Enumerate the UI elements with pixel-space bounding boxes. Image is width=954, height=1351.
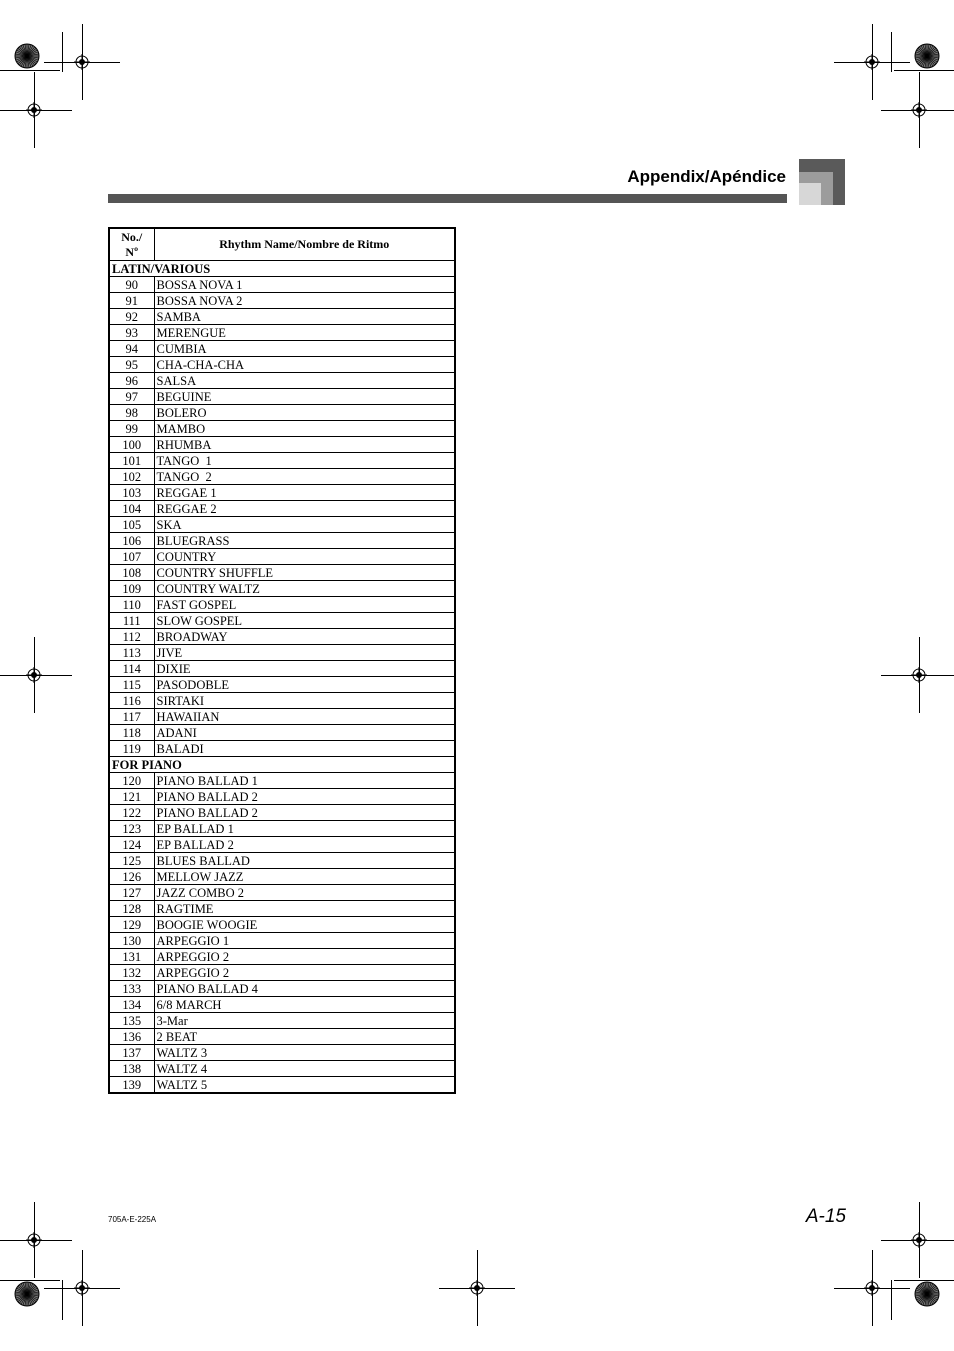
rhythm-name: BROADWAY [154, 629, 455, 645]
rhythm-name: CHA-CHA-CHA [154, 357, 455, 373]
rhythm-number: 112 [109, 629, 154, 645]
rhythm-name: PIANO BALLAD 2 [154, 805, 455, 821]
rhythm-number: 102 [109, 469, 154, 485]
crop-mark-line [34, 72, 35, 148]
table-row [109, 341, 455, 357]
section-title: FOR PIANO [109, 757, 455, 773]
rhythm-number: 105 [109, 517, 154, 533]
rhythm-number: 138 [109, 1061, 154, 1077]
star-target-icon [914, 43, 940, 69]
crop-mark-line [34, 637, 35, 713]
rhythm-name: ARPEGGIO 2 [154, 965, 455, 981]
crop-mark-line [0, 70, 60, 71]
rhythm-name: COUNTRY [154, 549, 455, 565]
rhythm-number: 107 [109, 549, 154, 565]
rhythm-number: 135 [109, 1013, 154, 1029]
crop-mark-line [891, 1280, 892, 1320]
crop-mark-line [62, 32, 63, 72]
rhythm-name: 2 BEAT [154, 1029, 455, 1045]
rhythm-number: 128 [109, 901, 154, 917]
rhythm-number: 115 [109, 677, 154, 693]
crop-mark-line [894, 70, 954, 71]
rhythm-name: DIXIE [154, 661, 455, 677]
table-row [109, 501, 455, 517]
rhythm-number: 132 [109, 965, 154, 981]
rhythm-name: 6/8 MARCH [154, 997, 455, 1013]
table-row [109, 309, 455, 325]
rhythm-name: REGGAE 1 [154, 485, 455, 501]
rhythm-number: 122 [109, 805, 154, 821]
table-row [109, 485, 455, 501]
rhythm-number: 95 [109, 357, 154, 373]
crop-mark-line [872, 24, 873, 100]
rhythm-name: SLOW GOSPEL [154, 613, 455, 629]
rhythm-number: 117 [109, 709, 154, 725]
table-row [109, 565, 455, 581]
rhythm-number: 120 [109, 773, 154, 789]
rhythm-number: 123 [109, 821, 154, 837]
crop-mark-line [919, 1202, 920, 1278]
rhythm-name: HAWAIIAN [154, 709, 455, 725]
rhythm-number: 97 [109, 389, 154, 405]
crop-mark-line [881, 110, 954, 111]
rhythm-name: ARPEGGIO 1 [154, 933, 455, 949]
rhythm-name: BEGUINE [154, 389, 455, 405]
table-row [109, 1029, 455, 1045]
table-row [109, 389, 455, 405]
crop-mark-line [34, 1202, 35, 1278]
rhythm-number: 113 [109, 645, 154, 661]
table-row [109, 773, 455, 789]
table-row [109, 885, 455, 901]
column-header-name: Rhythm Name/Nombre de Ritmo [154, 228, 455, 261]
table-row [109, 293, 455, 309]
table-row [109, 997, 455, 1013]
crop-mark-line [62, 1280, 63, 1320]
rhythm-name: EP BALLAD 2 [154, 837, 455, 853]
crop-mark-line [0, 110, 72, 111]
table-row [109, 469, 455, 485]
rhythm-name: SKA [154, 517, 455, 533]
header-rule [108, 194, 787, 203]
rhythm-name: CUMBIA [154, 341, 455, 357]
rhythm-name: BOOGIE WOOGIE [154, 917, 455, 933]
table-row [109, 661, 455, 677]
rhythm-name: SALSA [154, 373, 455, 389]
page-number: A-15 [805, 1206, 846, 1227]
rhythm-name: PIANO BALLAD 4 [154, 981, 455, 997]
table-row [109, 853, 455, 869]
table-row [109, 917, 455, 933]
section-title: LATIN/VARIOUS [109, 261, 455, 277]
table-row [109, 1077, 455, 1094]
table-row [109, 789, 455, 805]
table-row [109, 517, 455, 533]
document-code: 705A-E-225A [108, 1215, 157, 1224]
column-header-number-line1: No./ [121, 229, 143, 244]
table-row [109, 741, 455, 757]
rhythm-number: 92 [109, 309, 154, 325]
rhythm-name: BLUES BALLAD [154, 853, 455, 869]
rhythm-number: 125 [109, 853, 154, 869]
rhythm-name: EP BALLAD 1 [154, 821, 455, 837]
rhythm-number: 116 [109, 693, 154, 709]
rhythm-name: PIANO BALLAD 1 [154, 773, 455, 789]
rhythm-number: 98 [109, 405, 154, 421]
table-header-row [109, 228, 455, 261]
table-row [109, 869, 455, 885]
table-row [109, 805, 455, 821]
rhythm-number: 133 [109, 981, 154, 997]
table-row [109, 373, 455, 389]
table-row [109, 677, 455, 693]
rhythm-name: SAMBA [154, 309, 455, 325]
rhythm-number: 110 [109, 597, 154, 613]
rhythm-number: 130 [109, 933, 154, 949]
rhythm-name: WALTZ 4 [154, 1061, 455, 1077]
rhythm-name: BALADI [154, 741, 455, 757]
section-tab-light [799, 183, 821, 205]
table-row [109, 965, 455, 981]
table-row [109, 533, 455, 549]
rhythm-name: RAGTIME [154, 901, 455, 917]
table-row [109, 277, 455, 293]
rhythm-name: FAST GOSPEL [154, 597, 455, 613]
star-target-icon [914, 1281, 940, 1307]
rhythm-name: MERENGUE [154, 325, 455, 341]
rhythm-number: 137 [109, 1045, 154, 1061]
table-row [109, 549, 455, 565]
rhythm-number: 129 [109, 917, 154, 933]
rhythm-number: 90 [109, 277, 154, 293]
rhythm-name: 3-Mar [154, 1013, 455, 1029]
rhythm-table [108, 227, 456, 1094]
crop-mark-line [919, 72, 920, 148]
rhythm-name: WALTZ 5 [154, 1077, 455, 1094]
rhythm-name: BOSSA NOVA 2 [154, 293, 455, 309]
rhythm-number: 121 [109, 789, 154, 805]
star-target-icon [14, 43, 40, 69]
table-row [109, 693, 455, 709]
table-row [109, 901, 455, 917]
rhythm-name: COUNTRY WALTZ [154, 581, 455, 597]
rhythm-name: TANGO 2 [154, 469, 455, 485]
rhythm-name: MELLOW JAZZ [154, 869, 455, 885]
rhythm-number: 99 [109, 421, 154, 437]
rhythm-name: PASODOBLE [154, 677, 455, 693]
table-row [109, 405, 455, 421]
rhythm-name: REGGAE 2 [154, 501, 455, 517]
page-header-title: Appendix/Apéndice [627, 167, 786, 186]
rhythm-number: 103 [109, 485, 154, 501]
rhythm-name: BOSSA NOVA 1 [154, 277, 455, 293]
table-row [109, 453, 455, 469]
rhythm-number: 104 [109, 501, 154, 517]
section-row [109, 757, 455, 773]
rhythm-number: 136 [109, 1029, 154, 1045]
rhythm-number: 131 [109, 949, 154, 965]
rhythm-number: 101 [109, 453, 154, 469]
rhythm-name: COUNTRY SHUFFLE [154, 565, 455, 581]
star-target-icon [14, 1281, 40, 1307]
table-row [109, 357, 455, 373]
table-row [109, 581, 455, 597]
table-row [109, 645, 455, 661]
crop-mark-line [872, 1250, 873, 1326]
crop-mark-line [82, 24, 83, 100]
table-row [109, 325, 455, 341]
crop-mark-line [0, 675, 72, 676]
rhythm-name: ADANI [154, 725, 455, 741]
rhythm-name: SIRTAKI [154, 693, 455, 709]
rhythm-number: 106 [109, 533, 154, 549]
rhythm-name: JIVE [154, 645, 455, 661]
crop-mark-line [82, 1250, 83, 1326]
rhythm-number: 134 [109, 997, 154, 1013]
table-row [109, 933, 455, 949]
rhythm-number: 118 [109, 725, 154, 741]
rhythm-number: 119 [109, 741, 154, 757]
crop-mark-line [881, 1240, 954, 1241]
crop-mark-line [919, 637, 920, 713]
rhythm-number: 124 [109, 837, 154, 853]
crop-mark-line [881, 675, 954, 676]
rhythm-number: 94 [109, 341, 154, 357]
rhythm-number: 108 [109, 565, 154, 581]
column-header-number-line2: Nº [125, 244, 139, 259]
table-row [109, 821, 455, 837]
table-row [109, 1013, 455, 1029]
rhythm-number: 100 [109, 437, 154, 453]
table-row [109, 1061, 455, 1077]
rhythm-name: BOLERO [154, 405, 455, 421]
rhythm-name: BLUEGRASS [154, 533, 455, 549]
table-row [109, 597, 455, 613]
rhythm-number: 91 [109, 293, 154, 309]
rhythm-number: 127 [109, 885, 154, 901]
table-row [109, 629, 455, 645]
crop-mark-line [477, 1250, 478, 1326]
table-row [109, 837, 455, 853]
crop-mark-line [0, 1240, 72, 1241]
rhythm-name: ARPEGGIO 2 [154, 949, 455, 965]
table-row [109, 613, 455, 629]
crop-mark-line [891, 32, 892, 72]
table-row [109, 421, 455, 437]
rhythm-number: 126 [109, 869, 154, 885]
rhythm-name: WALTZ 3 [154, 1045, 455, 1061]
rhythm-name: RHUMBA [154, 437, 455, 453]
table-row [109, 1045, 455, 1061]
table-row [109, 709, 455, 725]
rhythm-number: 139 [109, 1077, 154, 1094]
rhythm-name: MAMBO [154, 421, 455, 437]
rhythm-number: 96 [109, 373, 154, 389]
rhythm-number: 109 [109, 581, 154, 597]
rhythm-name: TANGO 1 [154, 453, 455, 469]
rhythm-number: 111 [109, 613, 154, 629]
column-header-number [109, 228, 154, 261]
rhythm-name: JAZZ COMBO 2 [154, 885, 455, 901]
table-body [109, 261, 455, 1094]
rhythm-name: PIANO BALLAD 2 [154, 789, 455, 805]
table-row [109, 949, 455, 965]
table-row [109, 981, 455, 997]
table-row [109, 437, 455, 453]
table-row [109, 725, 455, 741]
rhythm-number: 114 [109, 661, 154, 677]
rhythm-number: 93 [109, 325, 154, 341]
section-row [109, 261, 455, 277]
